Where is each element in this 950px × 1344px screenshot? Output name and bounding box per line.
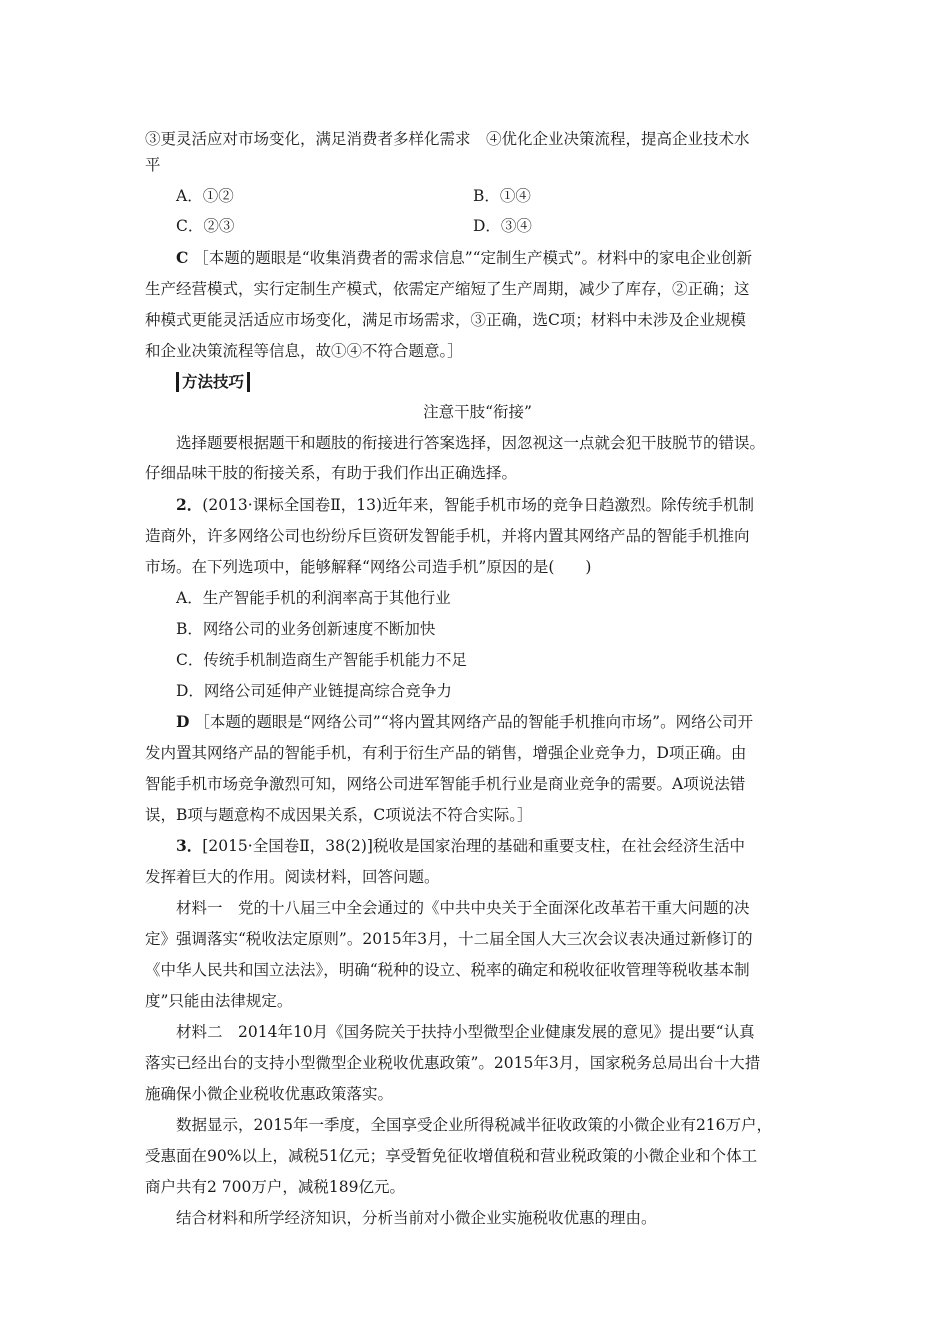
q1-option-d: D．③④: [473, 217, 532, 235]
q1-answer-letter: C: [176, 248, 189, 267]
q2-explanation-line: [176, 712, 810, 732]
q2-explanation-text: ［本题的题眼是“网络公司”“将内置其网络产品的智能手机推向市场”。网络公司开: [194, 713, 754, 731]
q3-material-one-line: 度”只能由法律规定。: [145, 992, 293, 1010]
method-text-line: 选择题要根据题干和题肢的衔接进行答案选择，因忽视这一点就会犯干肢脱节的错误。: [176, 434, 766, 452]
q2-answer-letter: D: [176, 712, 190, 731]
q3-material-two-line: 材料二 2014年10月《国务院关于扶持小型微型企业健康发展的意见》提出要“认真: [176, 1023, 755, 1041]
q1-items-line: 平: [145, 156, 161, 174]
q2-explanation-line: 智能手机市场竞争激烈可知，网络公司进军智能手机行业是商业竞争的需要。A项说法错: [145, 775, 746, 793]
q2-explanation-line: 误，B项与题意构不成因果关系，C项说法不符合实际。］: [145, 806, 533, 824]
method-title: 注意干肢“衔接”: [423, 403, 532, 421]
method-tips-tag: 方法技巧: [176, 372, 250, 392]
q2-option-d: D．网络公司延伸产业链提高综合竞争力: [176, 682, 452, 700]
method-text-line: 仔细品味干肢的衔接关系，有助于我们作出正确选择。: [145, 464, 518, 482]
q3-material-one-line: 材料一 党的十八届三中全会通过的《中共中央关于全面深化改革若干重大问题的决: [176, 899, 750, 917]
q3-question: 结合材料和所学经济知识，分析当前对小微企业实施税收优惠的理由。: [176, 1209, 657, 1227]
q1-explanation-line: 和企业决策流程等信息，故①④不符合题意。］: [145, 342, 463, 360]
q2-stem-line: [176, 495, 810, 515]
q3-stem-line: [176, 836, 810, 856]
q1-option-b: B．①④: [473, 187, 531, 205]
q3-data-line: 商户共有2 700万户，减税189亿元。: [145, 1178, 405, 1196]
q3-material-two-line: 落实已经出台的支持小型微型企业税收优惠政策”。2015年3月，国家税务总局出台十大措: [145, 1054, 761, 1072]
q2-explanation-line: 发内置其网络产品的智能手机，有利于衍生产品的销售，增强企业竞争力，D项正确。由: [145, 744, 747, 762]
q1-option-a: A．①②: [176, 187, 234, 205]
q1-explanation-line: 种模式更能灵活适应市场变化，满足市场需求，③正确，选C项；材料中未涉及企业规模: [145, 311, 746, 329]
q1-items-line: ③更灵活应对市场变化，满足消费者多样化需求 ④优化企业决策流程，提高企业技术水: [145, 130, 750, 148]
q3-material-one-line: 《中华人民共和国立法法》，明确“税种的设立、税率的确定和税收征收管理等税收基本制: [145, 961, 750, 979]
q3-data-line: 受惠面在90%以上，减税51亿元；享受暂免征收增值税和营业税政策的小微企业和个体工: [145, 1147, 758, 1165]
q2-option-a: A．生产智能手机的利润率高于其他行业: [176, 589, 451, 607]
q3-number: 3．: [176, 836, 203, 855]
q1-explanation-line: [176, 248, 810, 268]
q2-number: 2．: [176, 495, 203, 514]
q1-explanation-line: 生产经营模式，实行定制生产模式，依需定产缩短了生产周期，减少了库存，②正确；这: [145, 280, 750, 298]
q2-option-c: C．传统手机制造商生产智能手机能力不足: [176, 651, 467, 669]
q3-stem-line: 发挥着巨大的作用。阅读材料，回答问题。: [145, 868, 440, 886]
q1-option-c: C．②③: [176, 217, 235, 235]
q2-stem-line: 市场。在下列选项中，能够解释“网络公司造手机”原因的是( ): [145, 558, 592, 576]
q2-option-b: B．网络公司的业务创新速度不断加快: [176, 620, 436, 638]
q2-stem-text: (2013·课标全国卷Ⅱ，13)近年来，智能手机市场的竞争日趋激烈。除传统手机制: [202, 496, 755, 514]
q3-stem-text: [2015·全国卷Ⅱ，38(2)]税收是国家治理的基础和重要支柱，在社会经济生活中: [202, 837, 745, 855]
q3-material-two-line: 施确保小微企业税收优惠政策落实。: [145, 1085, 394, 1103]
q1-explanation-text: ［本题的题眼是“收集消费者的需求信息”“定制生产模式”。材料中的家电企业创新: [193, 249, 752, 267]
q2-stem-line: 造商外，许多网络公司也纷纷斥巨资研发智能手机，并将内置其网络产品的智能手机推向: [145, 527, 750, 545]
q3-data-line: 数据显示，2015年一季度，全国享受企业所得税减半征收政策的小微企业有216万户，: [176, 1116, 773, 1134]
q3-material-one-line: 定》强调落实“税收法定原则”。2015年3月，十二届全国人大三次会议表决通过新修订的: [145, 930, 753, 948]
